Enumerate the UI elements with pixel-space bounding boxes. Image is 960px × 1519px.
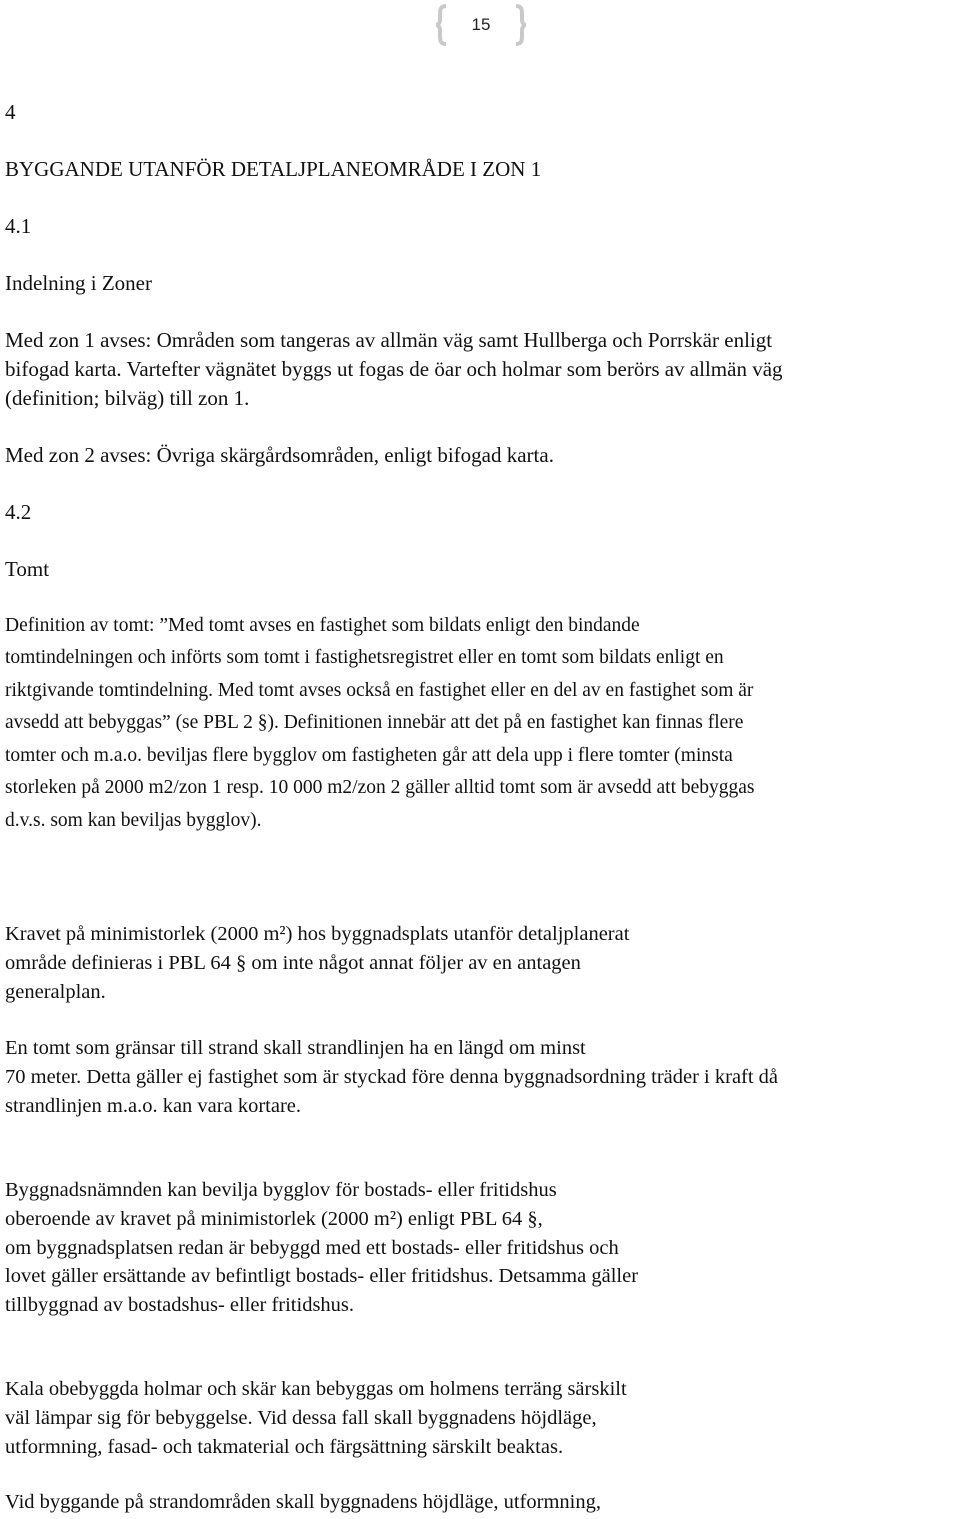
paragraph-line: om byggnadsplatsen redan är bebyggd med ett bostads- eller fritidshus och [5,1236,619,1259]
zon1-line: (definition; bilväg) till zon 1. [5,386,250,410]
chapter-title: BYGGANDE UTANFÖR DETALJPLANEOMRÅDE I ZON 1 [5,157,542,181]
section-title: Tomt [5,557,50,581]
paragraph-line: Kala obebyggda holmar och skär kan bebyggas om holmens terräng särskilt [5,1378,627,1400]
zon2-paragraph: Med zon 2 avses: Övriga skärgårdsområden, enligt bifogad karta. [5,443,554,467]
tomt-definition-line: storleken på 2000 m2/zon 1 resp. 10 000 m2/zon 2 gäller alltid tomt som är avsedd att bebyggas [5,777,755,798]
paragraph-line: Kravet på minimistorlek (2000 m²) hos byggnadsplats utanför detaljplanerat [5,923,630,945]
chapter-number: 4 [5,100,16,124]
paragraph-line: Byggnadsnämnden kan bevilja bygglov för bostads- eller fritidshus [5,1179,557,1201]
zon1-line: Med zon 1 avses: Områden som tangeras av allmän väg samt Hullberga och Porrskär enligt [5,328,773,352]
page-number: 15 [471,15,491,34]
tomt-definition-line: tomter och m.a.o. beviljas flere bygglov om fastigheten går att dela upp i flere tomter (minsta [5,745,733,766]
bygglov-paragraph [5,1176,638,1320]
strandomrade-paragraph: Vid byggande på strandområden skall byggnadens höjdläge, utformning, [5,1491,601,1513]
section-title: Indelning i Zoner [5,271,152,295]
paragraph-line: utformning, fasad- och takmaterial och färgsättning särskilt beaktas. [5,1435,564,1458]
paragraph-line: område definieras i PBL 64 § om inte något annat följer av en antagen [5,951,581,974]
tomt-definition-line: Definition av tomt: ”Med tomt avses en fastighet som bildats enligt den bindande [5,615,640,636]
paragraph-line: tillbyggnad av bostadshus- eller fritidshus. [5,1294,355,1317]
paragraph-line: lovet gäller ersättande av befintligt bostads- eller fritidshus. Detsamma gäller [5,1265,639,1288]
tomt-definition-line: avsedd att bebyggas” (se PBL 2 §). Definitionen innebär att det på en fastighet kan finnas flere [5,712,744,733]
paragraph-line: generalplan. [5,980,106,1003]
tomt-definition-line: riktgivande tomtindelning. Med tomt avses också en fastighet eller en del av en fastighet som är [5,680,754,701]
page-number-badge [436,4,526,46]
holmar-paragraph [5,1375,627,1461]
paragraph-line: 70 meter. Detta gäller ej fastighet som är styckad före denna byggnadsordning träder i kraft då [5,1065,779,1088]
paragraph-line: strandlinjen m.a.o. kan vara kortare. [5,1094,301,1117]
paragraph-line: väl lämpar sig för bebyggelse. Vid dessa fall skall byggnadens höjdläge, [5,1406,597,1429]
strandlinje-paragraph [5,1034,778,1120]
paragraph-line: En tomt som gränsar till strand skall strandlinjen ha en längd om minst [5,1037,586,1059]
tomt-definition-line: tomtindelningen och införts som tomt i fastighetsregistret eller en tomt som bildats enligt en [5,647,724,668]
section-number: 4.2 [5,500,32,524]
paragraph-line: oberoende av kravet på minimistorlek (2000 m²) enligt PBL 64 §, [5,1207,543,1230]
section-number: 4.1 [5,214,32,238]
zon1-line: bifogad karta. Vartefter vägnätet byggs ut fogas de öar och holmar som berörs av allmän väg [5,357,783,381]
tomt-definition-line: d.v.s. som kan beviljas bygglov). [5,810,262,831]
minimistorlek-paragraph [5,920,629,1006]
